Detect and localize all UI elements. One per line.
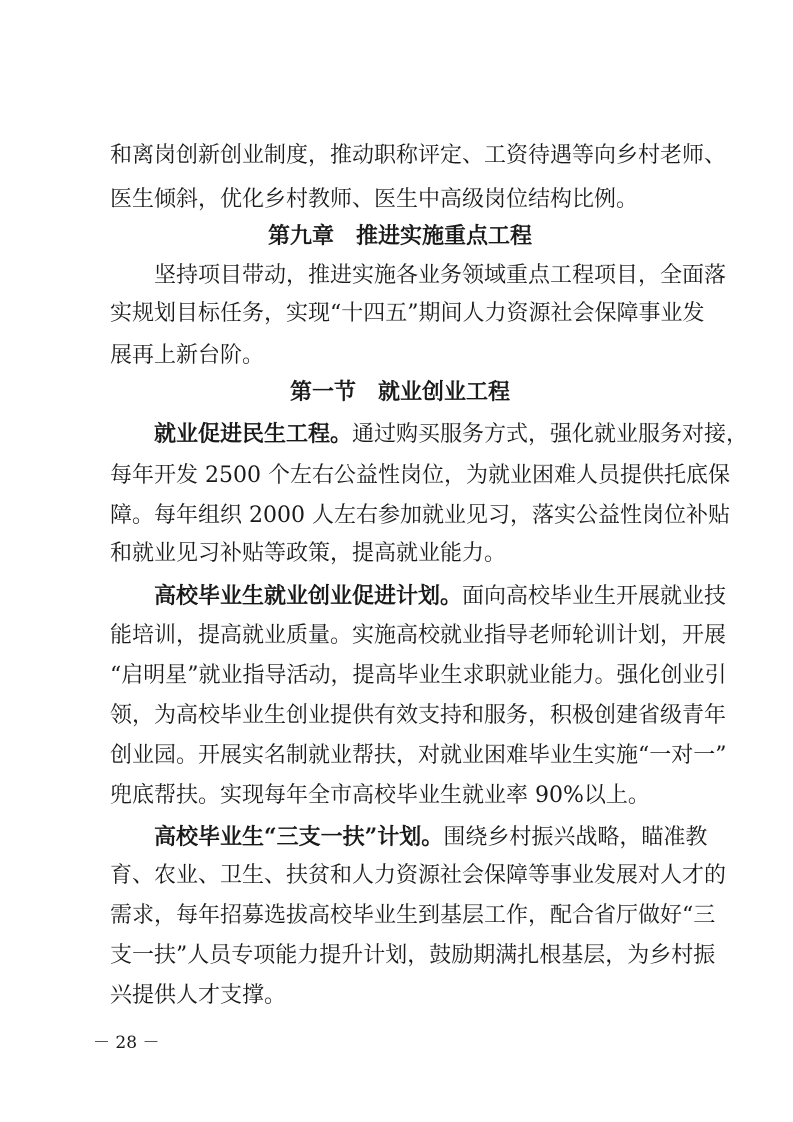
item-heading: 高校毕业生“三支一扶”计划。 (154, 824, 444, 850)
item-heading: 就业促进民生工程。 (154, 421, 353, 447)
body-text: 通过购买服务方式，强化就业服务对接， (352, 422, 749, 447)
body-line: 兴提供人才支撑。 (110, 983, 287, 1008)
body-line: 和就业见习补贴等政策，提高就业能力。 (110, 541, 507, 566)
page-number: － 28 － (93, 1033, 160, 1053)
item-heading: 高校毕业生就业创业促进计划。 (154, 583, 463, 609)
body-line: 兜底帮扶。实现每年全市高校毕业生就业率 90%以上。 (110, 783, 650, 808)
body-text: 面向高校毕业生开展就业技 (462, 584, 727, 609)
body-line: “启明星”就业指导活动，提高毕业生求职就业能力。强化创业引 (110, 663, 727, 688)
body-line: 育、农业、卫生、扶贫和人力资源社会保障等事业发展对人才的 (110, 863, 727, 888)
section-title: 第一节 就业创业工程 (289, 379, 510, 405)
body-line: 需求，每年招募选拔高校毕业生到基层工作，配合省厅做好“三 (110, 903, 716, 928)
body-line: 能培训，提高就业质量。实施高校就业指导老师轮训计划，开展 (110, 623, 727, 648)
body-line: 障。每年组织 2000 人左右参加就业见习，落实公益性岗位补贴 (110, 503, 730, 528)
body-line: 每年开发 2500 个左右公益性岗位，为就业困难人员提供托底保 (110, 463, 730, 488)
body-line: 实规划目标任务，实现“十四五”期间人力资源社会保障事业发 (110, 301, 705, 326)
body-line: 医生倾斜，优化乡村教师、医生中高级岗位结构比例。 (110, 187, 639, 212)
item-heading-line (154, 420, 749, 448)
body-line: 创业园。开展实名制就业帮扶，对就业困难毕业生实施“一对一” (110, 743, 727, 768)
body-line: 支一扶”人员专项能力提升计划，鼓励期满扎根基层，为乡村振 (110, 943, 716, 968)
body-line: 领，为高校毕业生创业提供有效支持和服务，积极创建省级青年 (110, 703, 727, 728)
body-text: 围绕乡村振兴战略，瞄准教 (443, 825, 708, 850)
chapter-title: 第九章 推进实施重点工程 (267, 223, 532, 249)
item-heading-line (154, 582, 727, 610)
body-line: 展再上新台阶。 (110, 343, 265, 368)
body-line: 坚持项目带动，推进实施各业务领域重点工程项目，全面落 (154, 263, 727, 288)
item-heading-line (154, 823, 708, 851)
body-line: 和离岗创新创业制度，推动职称评定、工资待遇等向乡村老师、 (110, 143, 727, 168)
